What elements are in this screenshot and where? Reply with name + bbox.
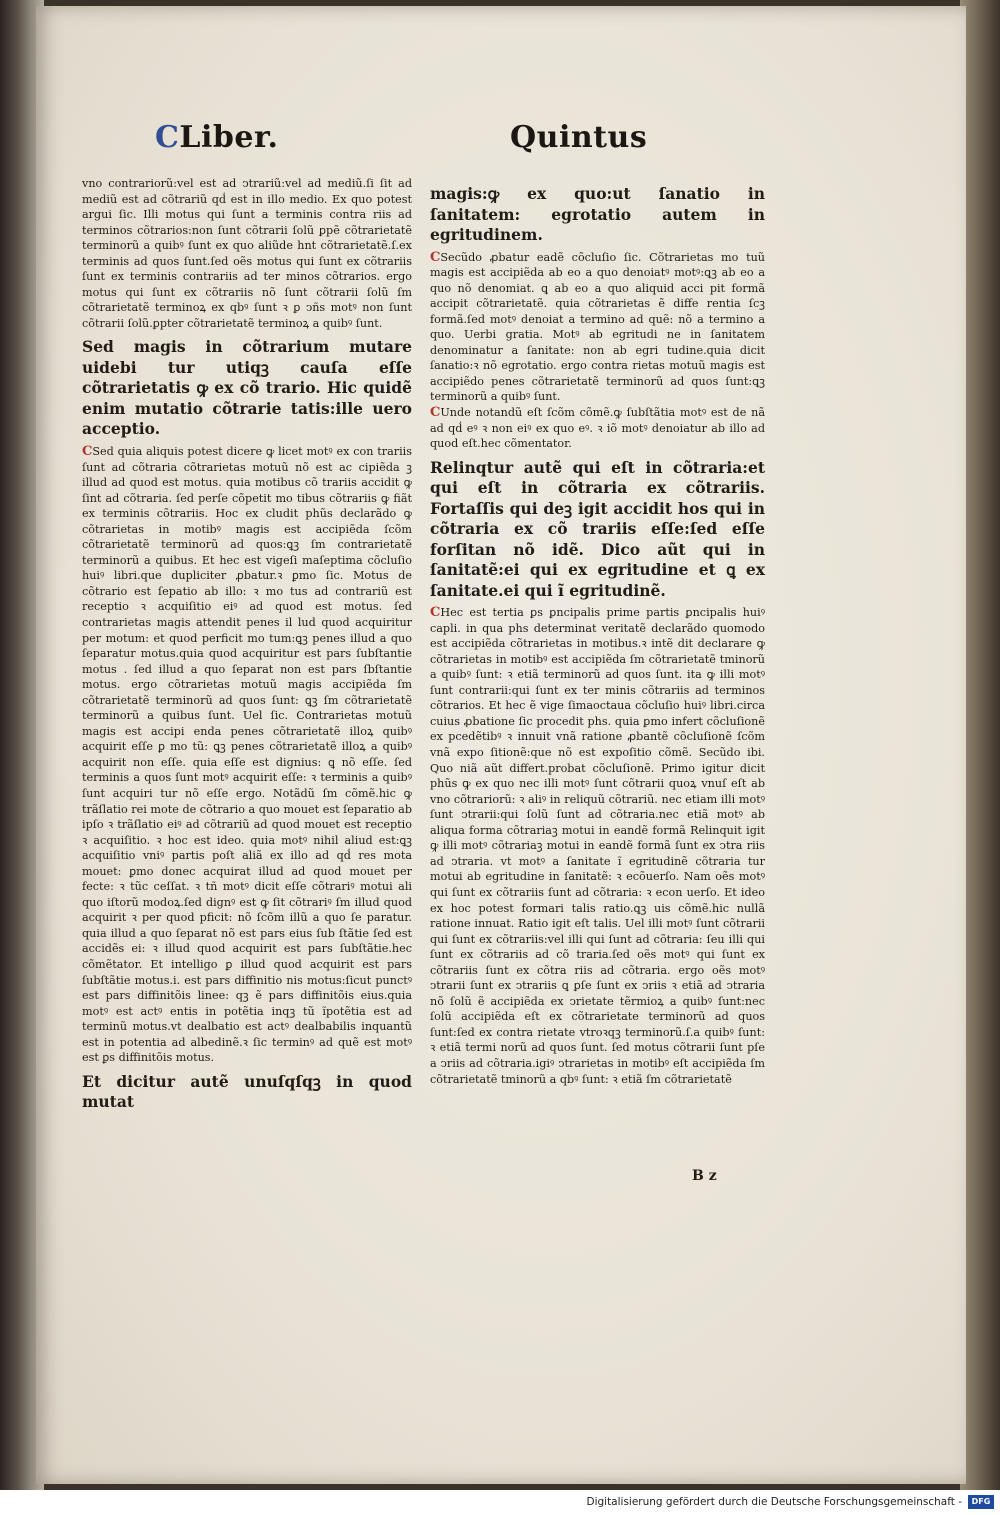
paragraph-text: Sed magis in cõtrarium mutare uidebi tur utiqꝫ cauſa eſſe cõtrarietatis ꝙ ex cõ trario. Hic quidẽ enim mutatio cõtrarie tatis:ille uero acceptio. [82,337,412,439]
paragraph-mark: C [430,605,441,621]
paragraph-text: vno contrariorũ:vel est ad ↄtrariũ:vel ad mediũ.ſi ſit ad mediũ est ad cõtrariũ qḋ est in illo medio. Ex quo potest argui ſic. Illi motus qui ſunt a terminis contra riis ad terminos cõtrarios:non ſunt cõtrarii ſolũ ꝑpẽ cõtrarietatẽ terminorũ a quibꝰ ſunt ex quo aliũde hnt cõtrarietatẽ.ſ.ex terminis ad quos ſunt.ſed oẽs motus qui ſunt ex cõtrariis ſunt ex terminis contrariis ad ter minos cõtrarios. ergo motus qui ſunt ex cõtrariis nõ ſunt cõtrarii ſolũ ſm cõtrarietatẽ terminoꝝ ex qbꝰ ſunt ꝛ ꝑ ↄñs motꝰ non ſunt cõtrarii ſolũ.ꝑpter cõtrarietatẽ terminoꝝ a quibꝰ ſunt. [82,177,412,330]
text-paragraph-large [430,458,765,602]
book-page-edge [960,0,1000,1490]
paragraph-text: Hec est tertia ꝑs ꝑncipalis prime partis ꝑncipalis huiꝰ capli. in qua phs determinat veritatẽ declarãdo quomodo est accipiẽda cõtrarietas in motibus.ꝛ intẽ dit declarare ꝙ cõtrarietas in motibꝰ est accipiẽda ſm cõtrarietatẽ tminorũ a quibꝰ ſunt: ꝛ etiã terminorũ ad quos ſunt. ita ꝙ illi motꝰ ſunt contrarii:qui ſunt ex ter minis cõtrariis ad terminos cõtrarios. Et hec ẽ vige ſimaoctaua cõcluſio huiꝰ libri.circa cuius ꝓbatione ſic procedit phs. quia ꝑmo infert cõcluſionẽ ex pcedẽtibꝰ ꝛ innuit vnã ratione ꝓbantẽ cõcluſionẽ ſcõm vnã expo ſitionẽ:que nõ est expoſitio cõmẽ. Secũdo ibi. Quo niã aũt differt.probat cõcluſionẽ. Primo igitur dicit phũs ꝙ ex quo nec illi motꝰ ſunt cõtrarii quoꝝ vnuſ eſt ab vno cõtrariorũ: ꝛ aliꝰ in reliquũ cõtrariũ. nec etiam illi motꝰ ſunt ↄtrarii:qui ſolũ ſunt ad cõtraria.nec etiã motꝰ ab aliqua forma cõtrariaꝫ motui in eandẽ formã Relinquit igit ꝙ illi motꝰ cõtrariaꝫ motui in eandẽ formã ſunt ex ↄtra riis ad ↄtraria. vt motꝰ a ſanitate ĩ egritudinẽ cõtraria tur motui ab egritudine in ſanitatẽ: ꝛ ecõuerſo. Nam oẽs motꝰ qui ſunt ex cõtrariis ſunt ad cõtraria: ꝛ econ uerſo. Et ideo ex hoc potest formari talis ratio.ꝗꝫ uis cõmẽ.hic nullã ratione innuat. Ratio igit eſt talis. Uel illi motꝰ ſunt cõtrarii qui ſunt ex cõtrariis:vel illi qui ſunt ad cõtraria: ſeu illi qui ſunt ex cõtrariis ad cõ traria.ſed oẽs motꝰ qui ſunt ex cõtrariis ſunt ex cõtra riis ad cõtraria. ergo oẽs motꝰ ↄtrarii ſunt ex ↄtrariis ꝗ ꝑſe ſunt ex ↄriis ꝛ etiã ad ↄtraria nõ ſolũ ẽ accipiẽda ex ↄrietate tẽrmioꝝ a quibꝰ ſunt:nec ſolũ accipiẽda eſt ex cõtrarietate terminorũ ad quos ſunt:ſed ex contra rietate vtroꝛqꝫ terminorũ.ſ.a quibꝰ ſunt: ꝛ etiã termi norũ ad quos ſunt. ſed motus cõtrarii ſunt pſe a ↄriis ad cõtraria.igiꝰ ↄtrarietas in motibꝰ eſt accipiẽda ſm cõtrarietatẽ tminorũ a qbꝰ ſunt: ꝛ etiã ſm cõtrarietatẽ [430,606,765,1086]
left-column [82,176,412,1117]
text-paragraph [430,405,765,452]
text-paragraph [430,250,765,405]
paragraph-mark: C [82,443,93,459]
footer-text: Digitalisierung gefördert durch die Deutsche Forschungsgemeinschaft - [586,1496,962,1508]
running-head-left [155,120,278,170]
rubric-mark: C [155,120,180,155]
text-paragraph-large [82,1072,412,1113]
footer-bar [0,1490,1000,1515]
paragraph-text: Unde notandũ eſt ſcõm cõmẽ.ꝙ ſubſtãtia motꝰ est de nã ad qḋ eꝰ ꝛ non eiꝰ ex quo eꝰ. ꝛ iõ motꝰ denoiatur ab illo ad quod eſt.hec cõmentator. [430,405,765,451]
text-paragraph [430,605,765,1087]
paragraph-text: Relinqtur autẽ qui eſt in cõtraria:et qui eſt in cõtraria ex cõtrariis. Fortaſſis qui deꝫ igit accidit hos qui in cõtraria ex cõ trariis eſſe:ſed eſſe forſitan nõ idẽ. Dico aũt qui in ſanitatẽ:ei qui ex egritudine et ꝗ ex ſanitate.ei qui ĩ egritudinẽ. [430,457,765,600]
text-paragraph [82,176,412,331]
paragraph-mark: C [430,249,441,265]
paragraph-text: Sed quia aliquis potest dicere ꝙ licet motꝰ ex con trariis ſunt ad cõtraria cõtrarietas motuũ nõ est ac cipiẽda ꝫ illud ad quod est motus. quia motibus cõ trariis accidit ꝙ ſint ad cõtraria. ſed perſe cõpetit mo tibus cõtrariis ꝙ fiãt ex terminis cõtrariis. Hoc ex cludit phũs declarãdo ꝙ cõtrarietas in motibꝰ magis est accipiẽda ſcõm cõtrarietatẽ terminorũ ad quos:ꝗꝫ ſm contrarietatẽ terminorũ a quibus. Et hec est vigeſi maſeptima cõcluſio huiꝰ libri.que dupliciter ꝓbatur.ꝛ ꝑmo ſic. Motus de cõtrario est ſepatio ab illo: ꝛ mo tus ad contrariũ est receptio ꝛ acquiſitio eiꝰ ad quod est motus. ſed contrarietas magis attendit penes il lud quod acquiritur per motum: et quod perficit mo tum:ꝗꝫ penes illud a quo ſeparatur motus.quia quod acquiritur est pars ſubſtantie motus . ſed illud a quo ſeparat non est pars ſbſtantie motus. ergo cõtrarietas motuũ magis accipiẽda ſm cõtrarietatẽ terminorũ ad quos ſunt: ꝗꝫ ſm cõtrarietatẽ terminorũ a quibus ſunt. Uel ſic. Contrarietas motuũ magis est accipi enda penes cõtrarietatẽ illoꝝ quibꝰ acquirit eſſe ꝑ mo tũ: ꝗꝫ penes cõtrarietatẽ illoꝝ a quibꝰ acquirit non eſſe. quia eſſe est dignius: ꝗ nõ eſſe. ſed terminis a quos ſunt motꝰ acquirit eſſe: ꝛ terminis a quibꝰ ſunt acquiri tur nõ eſſe ergo. Notãdũ ſm cõmẽ.hic ꝙ trãſlatio rei mote de cõtrario a quo mouet est ſeparatio ab ipſo ꝛ trãſlatio eiꝰ ad cõtrariũ ad quod mouet est receptio ꝛ acquiſitio. ꝛ hoc est ideo. quia motꝰ nihil aliud est:ꝗꝫ acquiſitio vniꝰ partis poſt aliã ex illo ad qḋ res mota mouet: ꝑmo donec acquirat illud ad quod mouet per fecte: ꝛ tũc ceſſat. ꝛ tñ motꝰ dicit eſſe cõtrariꝰ motui ali quo iſtorũ modoꝝ.ſed dignꝰ est ꝙ ſit cõtrariꝰ ſm illud quod acquirit ꝛ per quod pficit: nõ ſcõm illũ a quo ſe paratur. quia illud a quo ſeparat nõ est pars eius ſub ſtãtie ſed est accidẽs ei: ꝛ illud quod acquirit est pars ſubſtãtie.hec cõmẽtator. Et intelligo ꝑ illud quod acquirit est pars ſubſtãtie motus.i. est pars diffinitio nis motus:ſicut punctꝰ est pars diffinitõis linee: qꝫ ẽ pars diffinitõis eius.quia motꝰ est actꝰ entis in potẽtia inqꝫ tũ ĩpotẽtia est ad terminũ motus.vt dealbatio est actꝰ dealbabilis inquantũ est in potentia ad albedinẽ.ꝛ ſic terminꝰ ad quẽ est motꝰ est ꝑs diffinitõis motus. [82,444,412,1065]
signature-mark: B z [692,1168,717,1184]
running-head-right: Quintus [510,120,648,155]
text-paragraph-large [430,184,765,246]
text-paragraph-large [82,337,412,440]
paragraph-text: Secũdo ꝓbatur eadẽ cõcluſio ſic. Cõtrarietas mo tuũ magis est accipiẽda ab eo a quo denoiatꝰ motꝰ:ꝗꝫ ab eo a quo nõ denomiat. ꝗ ab eo a quo aliquid acci pit formã accipit cõtrarietatẽ. quia cõtrarietas ẽ diffe rentia ſcꝫ formã.ſed motꝰ denoiat a termino ad quẽ: nõ a termino a quo. Uerbi gratia. Motꝰ ab egritudi ne in ſanitatem denominatur a ſanitate: non ab egri tudine.quia dicit ſanatio:ꝛ nõ egrotatio. ergo contra rietas motuũ magis est accipiẽdo penes cõtrarietatẽ terminorũ ad quos ſunt:ꝗꝫ terminorũ a quibꝰ ſunt. [430,250,765,404]
paragraph-text: Et dicitur autẽ unuſqſqꝫ in quod mutat [82,1071,412,1112]
running-head-left-text: Liber. [179,120,279,155]
paragraph-text: magis:ꝙ ex quo:ut ſanatio in ſanitatem: egrotatio autem in egritudinem. [430,184,765,244]
dfg-logo: DFG [968,1495,994,1509]
paragraph-mark: C [430,404,441,420]
text-paragraph [82,444,412,1066]
right-column [430,178,765,1087]
